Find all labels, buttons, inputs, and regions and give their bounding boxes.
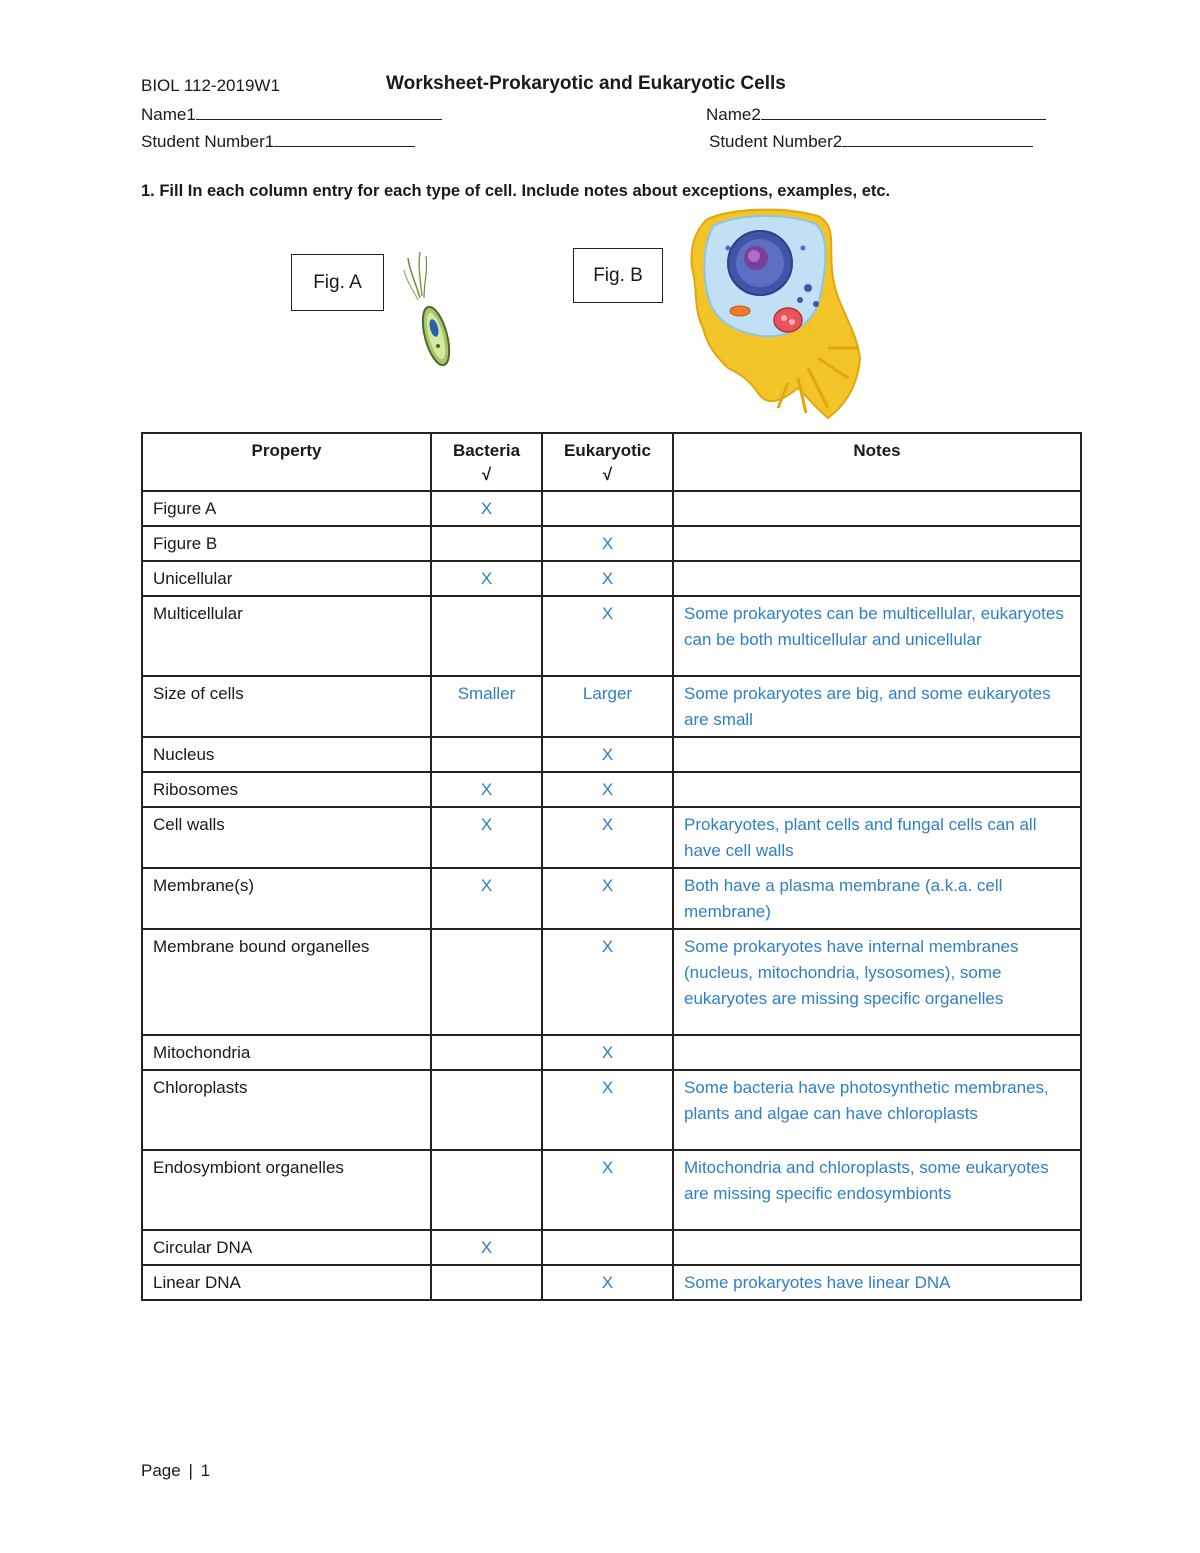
property-cell: Membrane(s) (142, 868, 431, 929)
notes-cell[interactable]: Some prokaryotes have linear DNA (673, 1265, 1081, 1300)
bacteria-cell[interactable] (431, 929, 542, 1035)
property-cell: Mitochondria (142, 1035, 431, 1070)
table-row (142, 1070, 1081, 1150)
notes-cell[interactable]: Mitochondria and chloroplasts, some eukaryotes are missing specific endosymbionts (673, 1150, 1081, 1230)
page-separator: | (188, 1461, 193, 1480)
name1-label: Name1 (141, 105, 196, 124)
notes-cell[interactable] (673, 1035, 1081, 1070)
table-header-row (142, 433, 1081, 491)
property-cell: Unicellular (142, 561, 431, 596)
page-number: 1 (200, 1461, 211, 1480)
eukaryotic-cell[interactable]: X (542, 1035, 673, 1070)
property-cell: Circular DNA (142, 1230, 431, 1265)
header-bacteria-label: Bacteria (452, 441, 521, 460)
student-number1-label: Student Number1 (141, 132, 275, 151)
eukaryotic-cell-illustration (688, 208, 863, 423)
eukaryotic-cell[interactable] (542, 491, 673, 526)
property-cell: Linear DNA (142, 1265, 431, 1300)
notes-cell[interactable] (673, 737, 1081, 772)
bacteria-cell[interactable] (431, 1150, 542, 1230)
table-row (142, 491, 1081, 526)
notes-cell[interactable]: Some prokaryotes can be multicellular, eukaryotes can be both multicellular and unicellular (673, 596, 1081, 676)
name1-row (141, 102, 442, 125)
eukaryotic-cell[interactable]: X (542, 1265, 673, 1300)
bacteria-cell[interactable] (431, 1070, 542, 1150)
student-number2-label: Student Number2 (709, 132, 843, 151)
eukaryotic-cell[interactable]: X (542, 561, 673, 596)
eukaryotic-cell[interactable] (542, 1230, 673, 1265)
eukaryotic-cell[interactable]: X (542, 1150, 673, 1230)
eukaryotic-cell[interactable]: Larger (542, 676, 673, 737)
bacteria-cell[interactable]: X (431, 772, 542, 807)
header-property: Property (142, 433, 431, 491)
property-cell: Membrane bound organelles (142, 929, 431, 1035)
property-cell: Nucleus (142, 737, 431, 772)
header-bacteria (431, 433, 542, 491)
eukaryotic-cell[interactable]: X (542, 929, 673, 1035)
table-row (142, 596, 1081, 676)
bacteria-cell[interactable]: X (431, 491, 542, 526)
property-cell: Cell walls (142, 807, 431, 868)
notes-cell[interactable]: Both have a plasma membrane (a.k.a. cell membrane) (673, 868, 1081, 929)
notes-cell[interactable]: Prokaryotes, plant cells and fungal cells can all have cell walls (673, 807, 1081, 868)
cell-comparison-table (141, 432, 1082, 1301)
student-number1-field[interactable] (274, 129, 415, 147)
bacteria-cell[interactable] (431, 1035, 542, 1070)
name2-row (706, 102, 1046, 125)
student-number1-row (141, 129, 415, 152)
notes-cell[interactable]: Some bacteria have photosynthetic membranes, plants and algae can have chloroplasts (673, 1070, 1081, 1150)
table-row (142, 929, 1081, 1035)
bacteria-cell[interactable] (431, 737, 542, 772)
property-cell: Figure B (142, 526, 431, 561)
worksheet-title: Worksheet-Prokaryotic and Eukaryotic Cells (386, 73, 786, 94)
header-eukaryotic (542, 433, 673, 491)
bacteria-cell[interactable]: X (431, 868, 542, 929)
notes-cell[interactable] (673, 491, 1081, 526)
eukaryotic-cell[interactable]: X (542, 596, 673, 676)
question-1: 1. Fill In each column entry for each type of cell. Include notes about exceptions, examples, etc. (141, 182, 891, 200)
fig-a-label: Fig. A (291, 254, 384, 311)
table-row (142, 1265, 1081, 1300)
property-cell: Size of cells (142, 676, 431, 737)
fig-b-label: Fig. B (573, 248, 663, 303)
table-row (142, 1230, 1081, 1265)
course-code: BIOL 112-2019W1 (141, 76, 280, 95)
property-cell: Chloroplasts (142, 1070, 431, 1150)
table-row (142, 807, 1081, 868)
header-eukaryotic-label: Eukaryotic (564, 441, 651, 460)
property-cell: Endosymbiont organelles (142, 1150, 431, 1230)
table-row (142, 737, 1081, 772)
name2-label: Name2 (706, 105, 761, 124)
table-row (142, 676, 1081, 737)
table-row (142, 561, 1081, 596)
header-bacteria-check: √ (481, 465, 492, 484)
bacteria-cell[interactable]: X (431, 807, 542, 868)
student-number2-field[interactable] (842, 129, 1033, 147)
eukaryotic-cell[interactable]: X (542, 772, 673, 807)
bacteria-cell[interactable] (431, 526, 542, 561)
eukaryotic-cell[interactable]: X (542, 526, 673, 561)
property-cell: Ribosomes (142, 772, 431, 807)
notes-cell[interactable] (673, 526, 1081, 561)
property-cell: Figure A (142, 491, 431, 526)
table-row (142, 526, 1081, 561)
bacteria-cell[interactable] (431, 1265, 542, 1300)
name2-field[interactable] (761, 102, 1046, 120)
notes-cell[interactable]: Some prokaryotes are big, and some eukaryotes are small (673, 676, 1081, 737)
property-cell: Multicellular (142, 596, 431, 676)
bacteria-cell[interactable]: Smaller (431, 676, 542, 737)
bacteria-cell[interactable]: X (431, 1230, 542, 1265)
table-row (142, 1150, 1081, 1230)
bacteria-cell[interactable] (431, 596, 542, 676)
eukaryotic-cell[interactable]: X (542, 868, 673, 929)
header-eukaryotic-check: √ (602, 465, 613, 484)
bacterium-illustration (398, 248, 458, 370)
page-footer (141, 1461, 210, 1481)
header-notes: Notes (673, 433, 1081, 491)
notes-cell[interactable] (673, 561, 1081, 596)
notes-cell[interactable] (673, 772, 1081, 807)
name1-field[interactable] (196, 102, 442, 120)
bacteria-cell[interactable]: X (431, 561, 542, 596)
student-number2-row (709, 129, 1033, 152)
notes-cell[interactable] (673, 1230, 1081, 1265)
notes-cell[interactable]: Some prokaryotes have internal membranes (nucleus, mitochondria, lysosomes), some eukaryotes are missing specific organelles (673, 929, 1081, 1035)
eukaryotic-cell[interactable]: X (542, 737, 673, 772)
table-row (142, 772, 1081, 807)
page-label: Page (141, 1461, 181, 1480)
eukaryotic-cell[interactable]: X (542, 807, 673, 868)
table-row (142, 1035, 1081, 1070)
eukaryotic-cell[interactable]: X (542, 1070, 673, 1150)
table-row (142, 868, 1081, 929)
